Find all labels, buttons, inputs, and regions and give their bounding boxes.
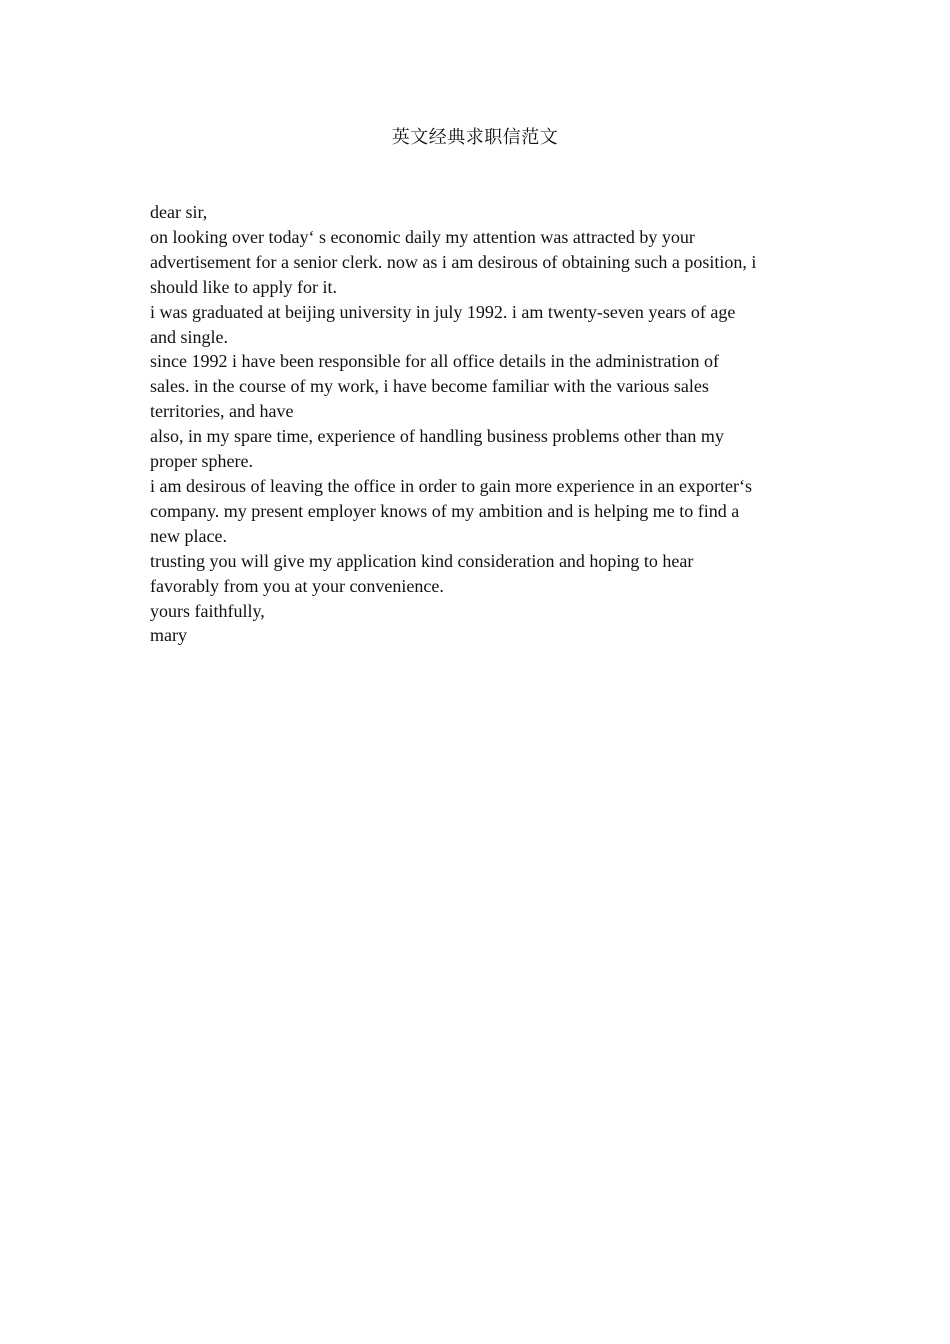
letter-line: and single. [150, 326, 228, 347]
letter-line: on looking over today‘ s economic daily my attention was attracted by your [150, 226, 695, 247]
signature-line: mary [150, 625, 187, 646]
salutation-line: dear sir, [150, 202, 208, 222]
document-title: 英文经典求职信范文 [391, 127, 559, 147]
letter-line: sales. in the course of my work, i have become familiar with the various sales [150, 376, 709, 397]
letter-body [150, 200, 798, 648]
letter-line: should like to apply for it. [150, 276, 337, 297]
letter-line: trusting you will give my application kind consideration and hoping to hear [150, 550, 694, 571]
letter-line: favorably from you at your convenience. [150, 575, 444, 596]
letter-line: advertisement for a senior clerk. now as i am desirous of obtaining such a position, i [150, 251, 757, 272]
letter-line: i was graduated at beijing university in july 1992. i am twenty-seven years of age [150, 301, 736, 322]
letter-line: i am desirous of leaving the office in order to gain more experience in an exporter‘s [150, 475, 752, 496]
letter-line: proper sphere. [150, 451, 253, 472]
letter-line: new place. [150, 525, 227, 546]
letter-line: also, in my spare time, experience of handling business problems other than my [150, 426, 724, 447]
letter-line: territories, and have [150, 401, 294, 422]
letter-line: since 1992 i have been responsible for all office details in the administration of [150, 351, 720, 372]
closing-line: yours faithfully, [150, 600, 265, 621]
letter-line: company. my present employer knows of my ambition and is helping me to find a [150, 500, 740, 521]
